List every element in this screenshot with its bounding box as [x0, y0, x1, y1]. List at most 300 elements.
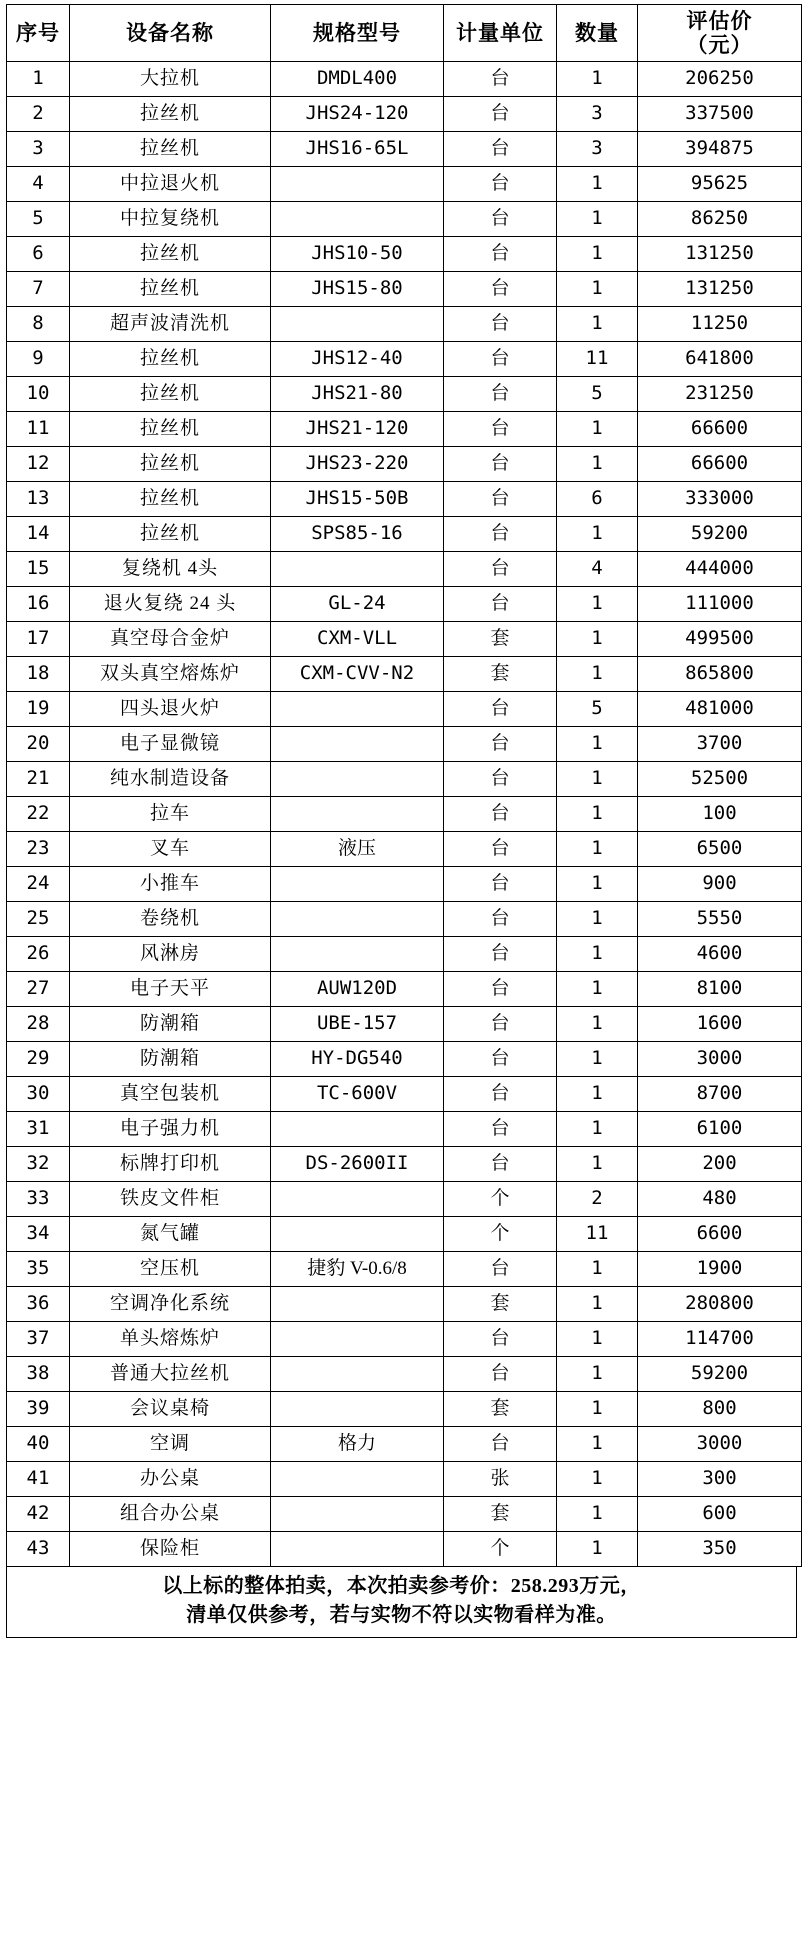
cell-quantity: 1: [557, 832, 638, 867]
cell-index: 23: [7, 832, 70, 867]
table-header-row: [7, 5, 802, 62]
cell-name: 铁皮文件柜: [70, 1182, 271, 1217]
cell-model: [271, 552, 444, 587]
table-row: [7, 272, 802, 307]
cell-price: 350: [638, 1532, 802, 1567]
table-row: [7, 377, 802, 412]
cell-price: 200: [638, 1147, 802, 1182]
cell-index: 37: [7, 1322, 70, 1357]
cell-quantity: 1: [557, 1392, 638, 1427]
cell-quantity: 1: [557, 727, 638, 762]
cell-index: 38: [7, 1357, 70, 1392]
cell-unit: 台: [444, 1252, 557, 1287]
cell-name: 双头真空熔炼炉: [70, 657, 271, 692]
cell-price: 333000: [638, 482, 802, 517]
table-row: [7, 517, 802, 552]
cell-quantity: 1: [557, 1112, 638, 1147]
table-row: [7, 1147, 802, 1182]
table-row: [7, 1357, 802, 1392]
cell-price: 111000: [638, 587, 802, 622]
cell-quantity: 1: [557, 237, 638, 272]
cell-index: 18: [7, 657, 70, 692]
table-row: [7, 1042, 802, 1077]
cell-model: 格力: [271, 1427, 444, 1462]
column-header-index: 序号: [7, 5, 70, 62]
cell-quantity: 1: [557, 1322, 638, 1357]
cell-name: 小推车: [70, 867, 271, 902]
table-row: [7, 97, 802, 132]
cell-quantity: 1: [557, 1532, 638, 1567]
cell-index: 41: [7, 1462, 70, 1497]
cell-name: 拉丝机: [70, 412, 271, 447]
table-row: [7, 1077, 802, 1112]
cell-index: 39: [7, 1392, 70, 1427]
cell-unit: 张: [444, 1462, 557, 1497]
cell-name: 拉丝机: [70, 272, 271, 307]
table-row: [7, 307, 802, 342]
table-row: [7, 622, 802, 657]
cell-unit: 台: [444, 972, 557, 1007]
cell-price: 231250: [638, 377, 802, 412]
cell-model: [271, 1217, 444, 1252]
cell-index: 9: [7, 342, 70, 377]
table-row: [7, 1532, 802, 1567]
cell-price: 3700: [638, 727, 802, 762]
cell-unit: 台: [444, 412, 557, 447]
cell-unit: 台: [444, 517, 557, 552]
cell-price: 11250: [638, 307, 802, 342]
cell-model: DMDL400: [271, 62, 444, 97]
cell-quantity: 1: [557, 972, 638, 1007]
cell-price: 6100: [638, 1112, 802, 1147]
column-header-price-line1: 评估价: [686, 8, 753, 33]
cell-quantity: 1: [557, 272, 638, 307]
cell-unit: 个: [444, 1532, 557, 1567]
cell-quantity: 1: [557, 1357, 638, 1392]
table-row: [7, 587, 802, 622]
cell-name: 拉丝机: [70, 97, 271, 132]
cell-quantity: 1: [557, 307, 638, 342]
cell-index: 33: [7, 1182, 70, 1217]
cell-index: 8: [7, 307, 70, 342]
cell-quantity: 1: [557, 762, 638, 797]
cell-model: JHS24-120: [271, 97, 444, 132]
cell-index: 24: [7, 867, 70, 902]
cell-price: 100: [638, 797, 802, 832]
cell-model: [271, 1497, 444, 1532]
cell-name: 电子强力机: [70, 1112, 271, 1147]
cell-index: 15: [7, 552, 70, 587]
cell-unit: 台: [444, 552, 557, 587]
table-row: [7, 1427, 802, 1462]
cell-unit: 台: [444, 97, 557, 132]
cell-price: 394875: [638, 132, 802, 167]
cell-unit: 台: [444, 762, 557, 797]
cell-name: 真空包装机: [70, 1077, 271, 1112]
cell-model: JHS21-80: [271, 377, 444, 412]
cell-model: [271, 167, 444, 202]
cell-model: CXM-VLL: [271, 622, 444, 657]
cell-quantity: 2: [557, 1182, 638, 1217]
cell-model: [271, 762, 444, 797]
cell-index: 16: [7, 587, 70, 622]
cell-model: TC-600V: [271, 1077, 444, 1112]
cell-unit: 台: [444, 1077, 557, 1112]
cell-quantity: 11: [557, 342, 638, 377]
cell-model: JHS23-220: [271, 447, 444, 482]
cell-unit: 套: [444, 1392, 557, 1427]
cell-index: 19: [7, 692, 70, 727]
cell-quantity: 1: [557, 1077, 638, 1112]
cell-price: 3000: [638, 1427, 802, 1462]
cell-quantity: 1: [557, 62, 638, 97]
cell-model: [271, 307, 444, 342]
column-header-name: 设备名称: [70, 5, 271, 62]
cell-model: [271, 1462, 444, 1497]
cell-model: GL-24: [271, 587, 444, 622]
cell-model: [271, 1287, 444, 1322]
cell-price: 300: [638, 1462, 802, 1497]
cell-unit: 台: [444, 1427, 557, 1462]
auction-note: [6, 1567, 797, 1638]
cell-model: [271, 1357, 444, 1392]
cell-index: 5: [7, 202, 70, 237]
table-row: [7, 902, 802, 937]
table-row: [7, 1182, 802, 1217]
cell-price: 6600: [638, 1217, 802, 1252]
cell-model: [271, 1112, 444, 1147]
cell-price: 865800: [638, 657, 802, 692]
table-row: [7, 237, 802, 272]
table-row: [7, 1497, 802, 1532]
cell-model: JHS10-50: [271, 237, 444, 272]
cell-index: 13: [7, 482, 70, 517]
table-row: [7, 342, 802, 377]
cell-name: 空调净化系统: [70, 1287, 271, 1322]
cell-price: 1600: [638, 1007, 802, 1042]
cell-name: 拉丝机: [70, 447, 271, 482]
auction-note-line2: 清单仅供参考，若与实物不符以实物看样为准。: [186, 1604, 617, 1626]
cell-quantity: 4: [557, 552, 638, 587]
cell-quantity: 3: [557, 132, 638, 167]
table-row: [7, 1392, 802, 1427]
table-row: [7, 797, 802, 832]
cell-name: 标牌打印机: [70, 1147, 271, 1182]
cell-quantity: 3: [557, 97, 638, 132]
cell-unit: 套: [444, 622, 557, 657]
cell-model: [271, 692, 444, 727]
cell-quantity: 1: [557, 517, 638, 552]
cell-index: 7: [7, 272, 70, 307]
table-row: [7, 202, 802, 237]
cell-model: [271, 902, 444, 937]
cell-index: 40: [7, 1427, 70, 1462]
cell-name: 纯水制造设备: [70, 762, 271, 797]
table-row: [7, 167, 802, 202]
table-row: [7, 692, 802, 727]
table-row: [7, 1007, 802, 1042]
cell-quantity: 1: [557, 622, 638, 657]
cell-name: 复绕机 4头: [70, 552, 271, 587]
cell-unit: 台: [444, 832, 557, 867]
table-row: [7, 62, 802, 97]
cell-unit: 台: [444, 727, 557, 762]
cell-model: SPS85-16: [271, 517, 444, 552]
cell-unit: 台: [444, 342, 557, 377]
cell-name: 四头退火炉: [70, 692, 271, 727]
cell-name: 空调: [70, 1427, 271, 1462]
cell-quantity: 1: [557, 867, 638, 902]
cell-unit: 台: [444, 62, 557, 97]
column-header-price: [638, 5, 802, 62]
cell-price: 480: [638, 1182, 802, 1217]
cell-model: [271, 1392, 444, 1427]
cell-price: 641800: [638, 342, 802, 377]
cell-unit: 台: [444, 237, 557, 272]
table-row: [7, 412, 802, 447]
cell-unit: 台: [444, 937, 557, 972]
cell-name: 中拉复绕机: [70, 202, 271, 237]
cell-quantity: 1: [557, 587, 638, 622]
column-header-model: 规格型号: [271, 5, 444, 62]
table-body: [7, 62, 802, 1567]
cell-model: HY-DG540: [271, 1042, 444, 1077]
table-row: [7, 552, 802, 587]
cell-name: 真空母合金炉: [70, 622, 271, 657]
cell-model: JHS12-40: [271, 342, 444, 377]
cell-name: 中拉退火机: [70, 167, 271, 202]
cell-name: 拉丝机: [70, 517, 271, 552]
table-row: [7, 447, 802, 482]
cell-name: 防潮箱: [70, 1007, 271, 1042]
cell-unit: 台: [444, 377, 557, 412]
cell-name: 空压机: [70, 1252, 271, 1287]
cell-price: 59200: [638, 517, 802, 552]
table-row: [7, 937, 802, 972]
table-row: [7, 1287, 802, 1322]
cell-model: [271, 1322, 444, 1357]
cell-quantity: 5: [557, 377, 638, 412]
column-header-quantity: 数量: [557, 5, 638, 62]
cell-price: 95625: [638, 167, 802, 202]
cell-quantity: 1: [557, 1287, 638, 1322]
cell-name: 拉丝机: [70, 342, 271, 377]
cell-name: 超声波清洗机: [70, 307, 271, 342]
table-row: [7, 132, 802, 167]
cell-name: 保险柜: [70, 1532, 271, 1567]
cell-model: AUW120D: [271, 972, 444, 1007]
table-row: [7, 657, 802, 692]
table-row: [7, 762, 802, 797]
table-row: [7, 832, 802, 867]
cell-quantity: 1: [557, 902, 638, 937]
cell-price: 52500: [638, 762, 802, 797]
cell-quantity: 1: [557, 1007, 638, 1042]
cell-quantity: 6: [557, 482, 638, 517]
cell-name: 卷绕机: [70, 902, 271, 937]
cell-price: 8700: [638, 1077, 802, 1112]
cell-index: 2: [7, 97, 70, 132]
cell-model: DS-2600II: [271, 1147, 444, 1182]
cell-unit: 台: [444, 692, 557, 727]
table-row: [7, 482, 802, 517]
cell-model: JHS16-65L: [271, 132, 444, 167]
cell-name: 大拉机: [70, 62, 271, 97]
cell-quantity: 1: [557, 1462, 638, 1497]
cell-quantity: 1: [557, 412, 638, 447]
cell-index: 12: [7, 447, 70, 482]
cell-price: 4600: [638, 937, 802, 972]
cell-unit: 台: [444, 1322, 557, 1357]
cell-unit: 个: [444, 1182, 557, 1217]
auction-note-line1: 以上标的整体拍卖，本次拍卖参考价：258.293万元，: [162, 1575, 641, 1597]
cell-unit: 台: [444, 307, 557, 342]
cell-name: 单头熔炼炉: [70, 1322, 271, 1357]
cell-model: [271, 202, 444, 237]
cell-price: 8100: [638, 972, 802, 1007]
cell-unit: 台: [444, 202, 557, 237]
cell-model: [271, 937, 444, 972]
cell-price: 131250: [638, 272, 802, 307]
cell-name: 普通大拉丝机: [70, 1357, 271, 1392]
cell-index: 43: [7, 1532, 70, 1567]
cell-price: 280800: [638, 1287, 802, 1322]
cell-quantity: 1: [557, 1147, 638, 1182]
cell-model: [271, 1182, 444, 1217]
cell-price: 206250: [638, 62, 802, 97]
cell-index: 26: [7, 937, 70, 972]
table-row: [7, 867, 802, 902]
cell-unit: 台: [444, 587, 557, 622]
cell-quantity: 1: [557, 202, 638, 237]
cell-index: 31: [7, 1112, 70, 1147]
cell-index: 11: [7, 412, 70, 447]
cell-name: 拉车: [70, 797, 271, 832]
cell-unit: 台: [444, 867, 557, 902]
cell-name: 防潮箱: [70, 1042, 271, 1077]
cell-quantity: 1: [557, 167, 638, 202]
cell-quantity: 1: [557, 1427, 638, 1462]
cell-unit: 台: [444, 1042, 557, 1077]
cell-index: 35: [7, 1252, 70, 1287]
column-header-price-line2: （元）: [686, 33, 753, 57]
cell-unit: 台: [444, 132, 557, 167]
cell-unit: 台: [444, 797, 557, 832]
cell-price: 444000: [638, 552, 802, 587]
cell-unit: 台: [444, 482, 557, 517]
cell-index: 10: [7, 377, 70, 412]
cell-name: 风淋房: [70, 937, 271, 972]
cell-index: 30: [7, 1077, 70, 1112]
table-row: [7, 1462, 802, 1497]
table-header: [7, 5, 802, 62]
cell-name: 氮气罐: [70, 1217, 271, 1252]
cell-model: UBE-157: [271, 1007, 444, 1042]
cell-price: 900: [638, 867, 802, 902]
cell-name: 电子天平: [70, 972, 271, 1007]
cell-model: [271, 1532, 444, 1567]
cell-name: 拉丝机: [70, 377, 271, 412]
cell-name: 拉丝机: [70, 237, 271, 272]
cell-index: 32: [7, 1147, 70, 1182]
cell-price: 131250: [638, 237, 802, 272]
table-row: [7, 727, 802, 762]
cell-unit: 台: [444, 1112, 557, 1147]
cell-index: 27: [7, 972, 70, 1007]
cell-index: 20: [7, 727, 70, 762]
cell-price: 6500: [638, 832, 802, 867]
cell-index: 29: [7, 1042, 70, 1077]
cell-model: JHS15-80: [271, 272, 444, 307]
cell-index: 22: [7, 797, 70, 832]
cell-price: 800: [638, 1392, 802, 1427]
cell-quantity: 1: [557, 447, 638, 482]
equipment-table: [6, 4, 802, 1567]
cell-quantity: 5: [557, 692, 638, 727]
cell-price: 66600: [638, 412, 802, 447]
cell-index: 42: [7, 1497, 70, 1532]
table-row: [7, 1112, 802, 1147]
cell-unit: 台: [444, 902, 557, 937]
cell-index: 6: [7, 237, 70, 272]
cell-unit: 个: [444, 1217, 557, 1252]
cell-name: 会议桌椅: [70, 1392, 271, 1427]
cell-index: 17: [7, 622, 70, 657]
cell-price: 1900: [638, 1252, 802, 1287]
table-row: [7, 1322, 802, 1357]
cell-model: JHS15-50B: [271, 482, 444, 517]
cell-model: 液压: [271, 832, 444, 867]
cell-price: 499500: [638, 622, 802, 657]
cell-model: [271, 867, 444, 902]
cell-model: JHS21-120: [271, 412, 444, 447]
table-row: [7, 1252, 802, 1287]
cell-name: 退火复绕 24 头: [70, 587, 271, 622]
cell-name: 办公桌: [70, 1462, 271, 1497]
cell-name: 组合办公桌: [70, 1497, 271, 1532]
cell-price: 5550: [638, 902, 802, 937]
cell-quantity: 11: [557, 1217, 638, 1252]
cell-unit: 套: [444, 1287, 557, 1322]
cell-unit: 套: [444, 657, 557, 692]
cell-quantity: 1: [557, 1252, 638, 1287]
cell-unit: 台: [444, 1357, 557, 1392]
cell-price: 3000: [638, 1042, 802, 1077]
cell-unit: 台: [444, 272, 557, 307]
cell-index: 36: [7, 1287, 70, 1322]
cell-unit: 套: [444, 1497, 557, 1532]
cell-unit: 台: [444, 167, 557, 202]
cell-model: [271, 727, 444, 762]
cell-index: 14: [7, 517, 70, 552]
cell-price: 86250: [638, 202, 802, 237]
cell-index: 1: [7, 62, 70, 97]
cell-model: CXM-CVV-N2: [271, 657, 444, 692]
cell-index: 25: [7, 902, 70, 937]
cell-index: 21: [7, 762, 70, 797]
cell-model: [271, 797, 444, 832]
cell-unit: 台: [444, 1147, 557, 1182]
cell-quantity: 1: [557, 657, 638, 692]
cell-index: 28: [7, 1007, 70, 1042]
column-header-unit: 计量单位: [444, 5, 557, 62]
table-row: [7, 1217, 802, 1252]
cell-price: 600: [638, 1497, 802, 1532]
cell-price: 59200: [638, 1357, 802, 1392]
cell-quantity: 1: [557, 937, 638, 972]
cell-index: 4: [7, 167, 70, 202]
cell-model: 捷豹 V-0.6/8: [271, 1252, 444, 1287]
